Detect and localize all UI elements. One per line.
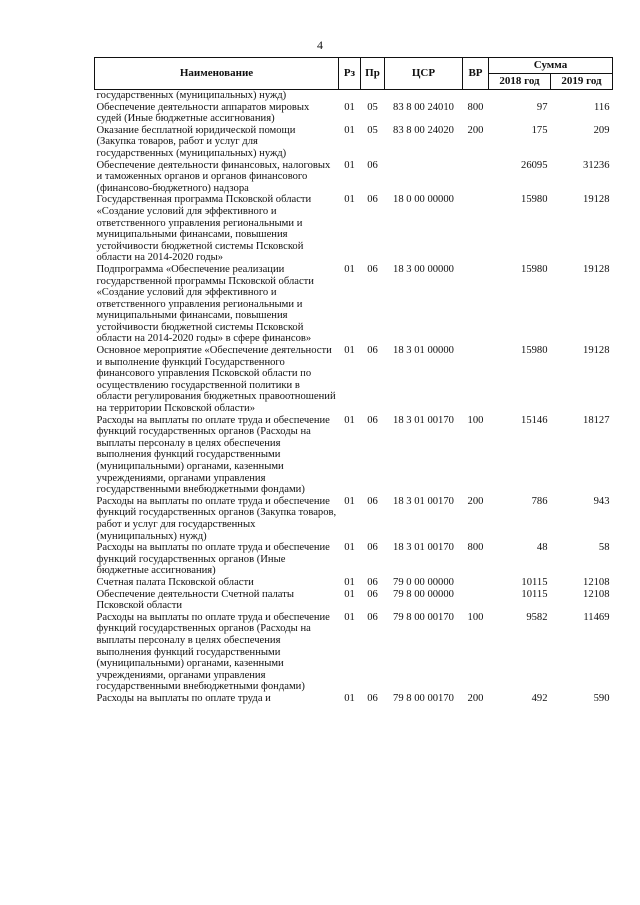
table-row: [95, 160, 613, 195]
cell-vr: 200: [467, 495, 484, 507]
cell-pr: 06: [367, 542, 378, 554]
cell-2019: 943: [593, 495, 610, 507]
cell-2018: 15980: [521, 194, 548, 206]
cell-2019: 58: [598, 542, 610, 554]
cell-name: Расходы на выплаты по оплате труда и обеспечение функций государственных органов (Закупка товаров, работ и услуг для государственных (муниципальных) нужд): [96, 495, 337, 542]
cell-name: Расходы на выплаты по оплате труда и обеспечение функций государственных органов (Расходы на выплаты персоналу в целях обеспечения выполнения функций государственными (муниципальными) органами, казенными учреждениями, органами управления государственными внебюджетными фондами): [96, 414, 330, 496]
cell-pr: 06: [367, 345, 378, 357]
cell-2018: 48: [536, 542, 548, 554]
cell-vr: [463, 194, 489, 264]
cell-rz: 01: [344, 588, 355, 600]
cell-vr: 200: [467, 692, 484, 704]
cell-pr: 06: [367, 159, 378, 171]
header-year-2018: 2018 год: [489, 74, 551, 90]
cell-rz: 01: [344, 542, 355, 554]
cell-rz: 01: [344, 611, 355, 623]
page-number: 4: [317, 38, 323, 52]
table-header: [95, 58, 613, 90]
cell-2018: 15146: [521, 414, 548, 426]
cell-pr: 06: [367, 194, 378, 206]
cell-rz: 01: [344, 159, 355, 171]
cell-name: Расходы на выплаты по оплате труда и: [96, 692, 271, 704]
cell-csr: 83 8 00 24010: [393, 101, 454, 113]
cell-pr: 06: [367, 263, 378, 275]
cell-vr: [463, 90, 489, 102]
cell-csr: 18 3 01 00000: [393, 345, 454, 357]
cell-csr: 79 8 00 00170: [393, 611, 454, 623]
cell-csr: 18 3 01 00170: [393, 414, 454, 426]
table-row: [95, 345, 613, 415]
cell-pr: 05: [367, 124, 378, 136]
header-vr: ВР: [463, 58, 489, 90]
table-row: [95, 577, 613, 589]
cell-name: Расходы на выплаты по оплате труда и обеспечение функций государственных органов (Иные бюджетные ассигнования): [96, 542, 330, 577]
cell-vr: [463, 345, 489, 415]
cell-2019: [551, 90, 613, 102]
cell-2019: 19128: [583, 194, 610, 206]
cell-2018: 15980: [521, 345, 548, 357]
header-name: Наименование: [95, 58, 339, 90]
cell-name: Расходы на выплаты по оплате труда и обеспечение функций государственных органов (Расходы на выплаты персоналу в целях обеспечения выполнения функций государственными (муниципальными) органами, казенными учреждениями, органами управления государственными внебюджетными фондами): [96, 611, 330, 693]
cell-2018: 97: [536, 101, 548, 113]
cell-rz: 01: [344, 101, 355, 113]
cell-vr: [463, 264, 489, 345]
cell-pr: 06: [367, 588, 378, 600]
cell-name: Обеспечение деятельности Счетной палаты Псковской области: [96, 588, 294, 612]
cell-name: Подпрограмма «Обеспечение реализации государственной программы Псковской области «Создание условий для эффективного и ответственного управления региональными и муниципальными финансами, повышения устойчивости бюджетной системы Псковской области на 2014-2020 годы» в сфере финансов»: [96, 263, 314, 345]
cell-csr: 18 3 00 00000: [393, 263, 454, 275]
table-row: [95, 542, 613, 577]
cell-name: Государственная программа Псковской области «Создание условий для эффективного и ответственного управления региональными и муниципальными финансами, повышения устойчивости бюджетной системы Псковской области на 2014-2020 годы»: [96, 194, 312, 264]
cell-rz: 01: [344, 692, 355, 704]
header-pr: Пр: [361, 58, 385, 90]
cell-vr: [463, 589, 489, 612]
cell-pr: [361, 90, 385, 102]
header-year-2019: 2019 год: [551, 74, 613, 90]
budget-table: [94, 57, 613, 704]
cell-pr: 06: [367, 414, 378, 426]
cell-2018: 15980: [521, 263, 548, 275]
cell-rz: 01: [344, 345, 355, 357]
cell-pr: 06: [367, 611, 378, 623]
table-row: [95, 264, 613, 345]
table-row: [95, 102, 613, 125]
cell-2019: 31236: [583, 159, 610, 171]
cell-2019: 18127: [583, 414, 610, 426]
table-row: [95, 589, 613, 612]
cell-csr: 79 8 00 00170: [393, 692, 454, 704]
table-row: [95, 125, 613, 160]
header-sum: Сумма: [489, 58, 613, 74]
header-csr: ЦСР: [385, 58, 463, 90]
cell-2018: 10115: [521, 588, 548, 600]
cell-2019: 209: [593, 124, 610, 136]
cell-2019: 116: [594, 101, 610, 113]
cell-vr: 200: [467, 124, 484, 136]
cell-vr: 800: [467, 542, 484, 554]
cell-2019: 12108: [583, 588, 610, 600]
table-body: [95, 90, 613, 705]
cell-pr: 05: [367, 101, 378, 113]
table-row: [95, 612, 613, 693]
table-row: [95, 415, 613, 496]
cell-vr: 100: [467, 414, 484, 426]
cell-csr: [385, 160, 463, 195]
cell-name: Счетная палата Псковской области: [96, 576, 254, 588]
cell-pr: 06: [367, 495, 378, 507]
cell-name: Обеспечение деятельности финансовых, налоговых и таможенных органов и органов финансового (финансово-бюджетного) надзора: [96, 159, 331, 194]
table-row: [95, 496, 613, 542]
header-rz: Рз: [339, 58, 361, 90]
cell-2019: 11469: [583, 611, 610, 623]
cell-rz: 01: [344, 124, 355, 136]
cell-2018: 175: [531, 124, 548, 136]
cell-pr: 06: [367, 692, 378, 704]
cell-rz: 01: [344, 576, 355, 588]
cell-2019: 12108: [583, 576, 610, 588]
cell-2018: 9582: [526, 611, 548, 623]
cell-name: Обеспечение деятельности аппаратов мировых судей (Иные бюджетные ассигнования): [96, 101, 310, 125]
table-row: [95, 693, 613, 705]
table-row: [95, 194, 613, 264]
cell-csr: 18 0 00 00000: [393, 194, 454, 206]
cell-vr: [463, 160, 489, 195]
cell-2018: [489, 90, 551, 102]
cell-csr: 83 8 00 24020: [393, 124, 454, 136]
cell-name: Основное мероприятие «Обеспечение деятельности и выполнение функций Государственного финансового управления Псковской области по осуществлению государственной политики в области регулирования бюджетных правоотношений на территории Псковской области»: [96, 345, 336, 415]
cell-2018: 786: [531, 495, 548, 507]
cell-2019: 19128: [583, 345, 610, 357]
table-row: [95, 90, 613, 102]
cell-csr: 79 0 00 00000: [393, 576, 454, 588]
cell-name: государственных (муниципальных) нужд): [96, 90, 287, 101]
cell-csr: 18 3 01 00170: [393, 542, 454, 554]
cell-rz: 01: [344, 414, 355, 426]
cell-csr: 79 8 00 00000: [393, 588, 454, 600]
cell-csr: 18 3 01 00170: [393, 495, 454, 507]
cell-2018: 10115: [521, 576, 548, 588]
cell-vr: 800: [467, 101, 484, 113]
cell-rz: 01: [344, 263, 355, 275]
cell-rz: 01: [344, 194, 355, 206]
cell-vr: [463, 577, 489, 589]
cell-2018: 492: [531, 692, 548, 704]
cell-2018: 26095: [521, 159, 548, 171]
cell-csr: [385, 90, 463, 102]
cell-name: Оказание бесплатной юридической помощи (Закупка товаров, работ и услуг для государственных (муниципальных) нужд): [96, 124, 296, 159]
cell-rz: [339, 90, 361, 102]
cell-rz: 01: [344, 495, 355, 507]
cell-vr: 100: [467, 611, 484, 623]
cell-pr: 06: [367, 576, 378, 588]
cell-2019: 19128: [583, 263, 610, 275]
cell-2019: 590: [593, 692, 610, 704]
